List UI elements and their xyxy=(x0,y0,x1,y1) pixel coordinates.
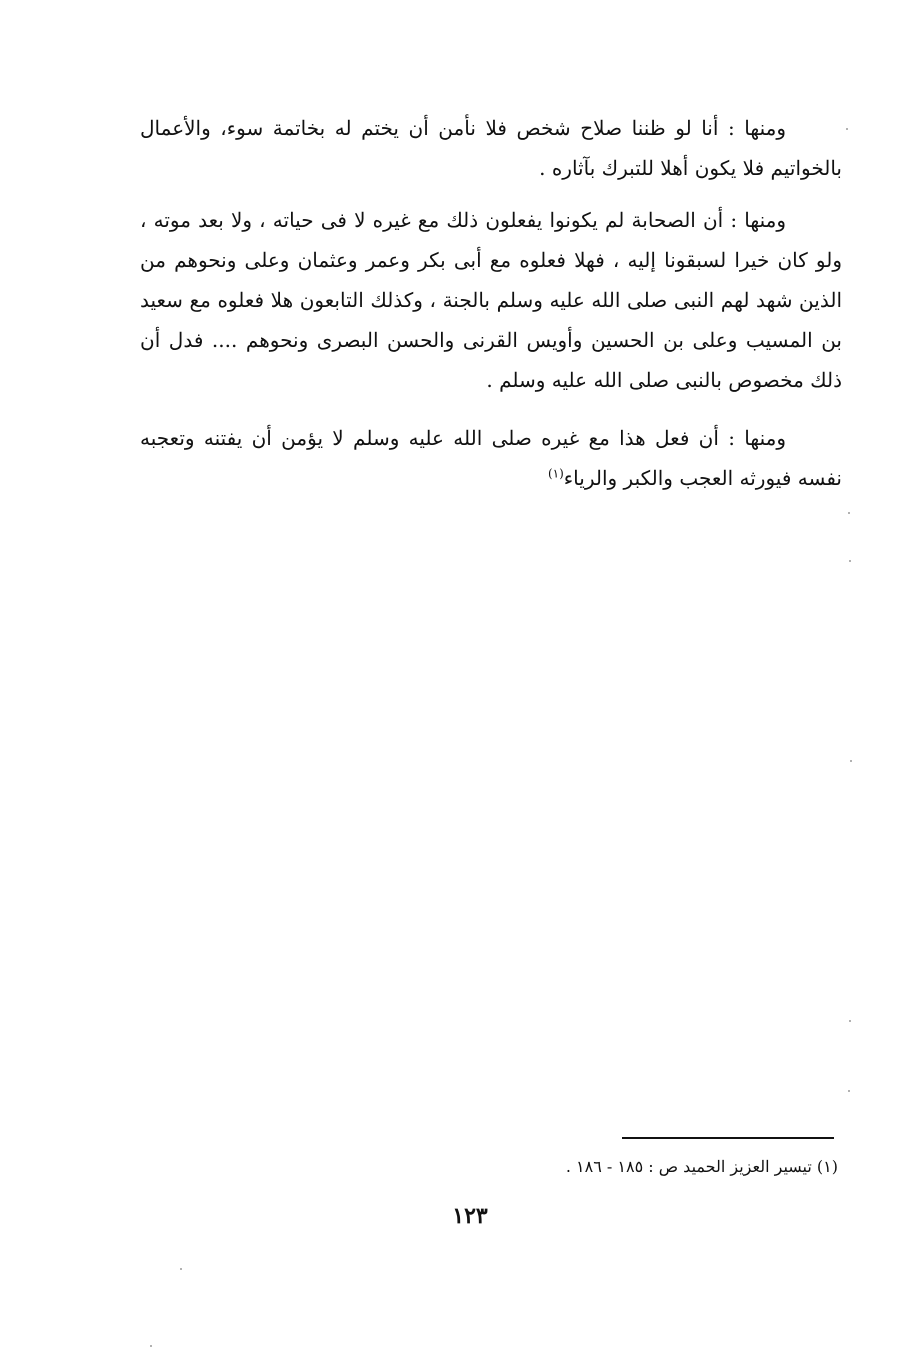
scan-speck xyxy=(180,1268,182,1270)
footnote-separator xyxy=(622,1137,834,1139)
page-number: ١٢٣ xyxy=(452,1203,488,1229)
scan-speck xyxy=(850,760,852,762)
scan-speck xyxy=(849,560,851,562)
paragraph-1 xyxy=(140,108,842,188)
scan-speck xyxy=(150,1345,152,1347)
paragraph-3 xyxy=(140,418,842,498)
scan-speck xyxy=(848,1090,850,1092)
footnote-reference: (١) xyxy=(547,466,564,481)
paragraph-2-text: ومنها : أن الصحابة لم يكونوا يفعلون ذلك مع غيره لا فى حياته ، ولا بعد موته ، ولو كان خيرا لسبقونا إليه ، فهلا فعلوه مع أبى بكر وعمر وعثمان وعلى ونحوهم من الذين شهد لهم النبى صلى الله عليه وسلم بالجنة ، وكذلك التابعون هلا فعلوه مع سعيد بن المسيب وعلى بن الحسين وأويس القرنى والحسن البصرى ونحوهم .... فدل أن ذلك مخصوص بالنبى صلى الله عليه وسلم . xyxy=(140,208,842,392)
paragraph-3-text: ومنها : أن فعل هذا مع غيره صلى الله عليه وسلم لا يؤمن أن يفتنه وتعجبه نفسه فيورثه العجب والكبر والرياء xyxy=(140,426,842,490)
scan-speck xyxy=(849,1020,851,1022)
paragraph-2 xyxy=(140,200,842,400)
scan-speck xyxy=(846,128,848,130)
paragraph-1-text: ومنها : أنا لو ظننا صلاح شخص فلا نأمن أن يختم له بخاتمة سوء، والأعمال بالخواتيم فلا يكون أهلا للتبرك بآثاره . xyxy=(140,116,842,180)
footnote: (١) تيسير العزيز الحميد ص : ١٨٥ - ١٨٦ . xyxy=(565,1157,838,1176)
scan-speck xyxy=(848,512,850,514)
